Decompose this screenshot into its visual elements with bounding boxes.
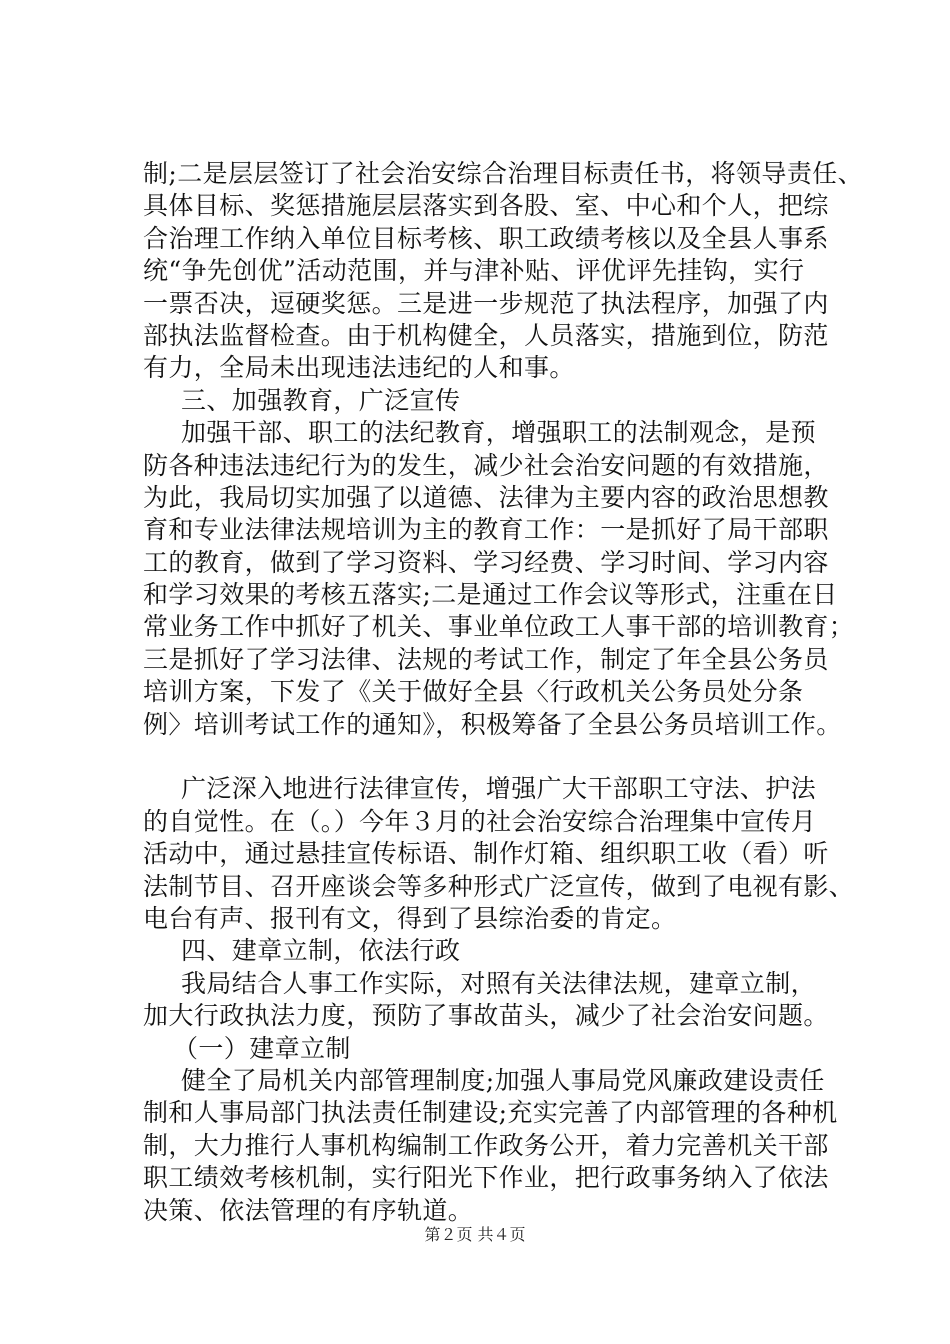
- body-line: 培训方案，下发了《关于做好全县〈行政机关公务员处分条: [143, 677, 804, 707]
- paragraph-first-line: 加强干部、职工的法纪教育，增强职工的法制观念，是预: [181, 418, 817, 448]
- body-line: 一票否决，逗硬奖惩。三是进一步规范了执法程序，加强了内: [143, 288, 829, 318]
- paragraph-first-line: 健全了局机关内部管理制度;加强人事局党风廉政建设责任: [181, 1065, 825, 1095]
- section-heading: 三、加强教育，广泛宣传: [181, 385, 461, 415]
- body-line: 活动中，通过悬挂宣传标语、制作灯箱、组织职工收（看）听: [143, 839, 829, 869]
- body-line: 具体目标、奖惩措施层层落实到各股、室、中心和个人，把综: [143, 191, 829, 221]
- section-heading: 四、建章立制，依法行政: [181, 936, 461, 966]
- body-line: 常业务工作中抓好了机关、事业单位政工人事干部的培训教育；: [143, 612, 855, 642]
- body-line: 合治理工作纳入单位目标考核、职工政绩考核以及全县人事系: [143, 223, 829, 253]
- body-line: 三是抓好了学习法律、法规的考试工作，制定了年全县公务员: [143, 644, 829, 674]
- body-line: 制;二是层层签订了社会治安综合治理目标责任书，将领导责任、: [143, 159, 864, 188]
- body-line: 决策、依法管理的有序轨道。: [143, 1195, 474, 1225]
- document-body: [143, 158, 864, 1227]
- body-line: 例〉培训考试工作的通知》，积极筹备了全县公务员培训工作。: [143, 709, 842, 739]
- body-line: 制和人事局部门执法责任制建设;充实完善了内部管理的各种机: [143, 1098, 838, 1128]
- body-line: 职工绩效考核机制，实行阳光下作业，把行政事务纳入了依法: [143, 1163, 829, 1193]
- paragraph-first-line: 广泛深入地进行法律宣传，增强广大干部职工守法、护法: [181, 774, 817, 804]
- body-line: 有力，全局未出现违法违纪的人和事。: [143, 353, 575, 383]
- body-line: 统“争先创优”活动范围，并与津补贴、评优评先挂钩，实行: [143, 256, 805, 286]
- blank-line: [143, 741, 813, 773]
- body-line: 和学习效果的考核五落实;二是通过工作会议等形式，注重在日: [143, 580, 838, 610]
- body-line: 加大行政执法力度，预防了事故苗头，减少了社会治安问题。: [143, 1001, 829, 1031]
- body-line: 电台有声、报刊有文，得到了县综治委的肯定。: [143, 903, 677, 933]
- body-line: 部执法监督检查。由于机构健全，人员落实，措施到位，防范: [143, 320, 829, 350]
- body-line: 制，大力推行人事机构编制工作政务公开，着力完善机关干部: [143, 1130, 829, 1160]
- subsection-heading: （一）建章立制: [173, 1033, 351, 1063]
- body-line: 为此，我局切实加强了以道德、法律为主要内容的政治思想教: [143, 482, 829, 512]
- body-line: 育和专业法律法规培训为主的教育工作：一是抓好了局干部职: [143, 515, 829, 545]
- paragraph-first-line: 我局结合人事工作实际，对照有关法律法规，建章立制，: [181, 968, 817, 998]
- page-number-footer: 第２页 共４页: [424, 1225, 526, 1244]
- body-line: 法制节目、召开座谈会等多种形式广泛宣传，做到了电视有影、: [143, 871, 855, 901]
- body-line: 的自觉性。在（。）今年３月的社会治安综合治理集中宣传月: [143, 806, 817, 836]
- body-line: 防各种违法违纪行为的发生，减少社会治安问题的有效措施，: [143, 450, 829, 480]
- body-line: 工的教育，做到了学习资料、学习经费、学习时间、学习内容: [143, 547, 829, 577]
